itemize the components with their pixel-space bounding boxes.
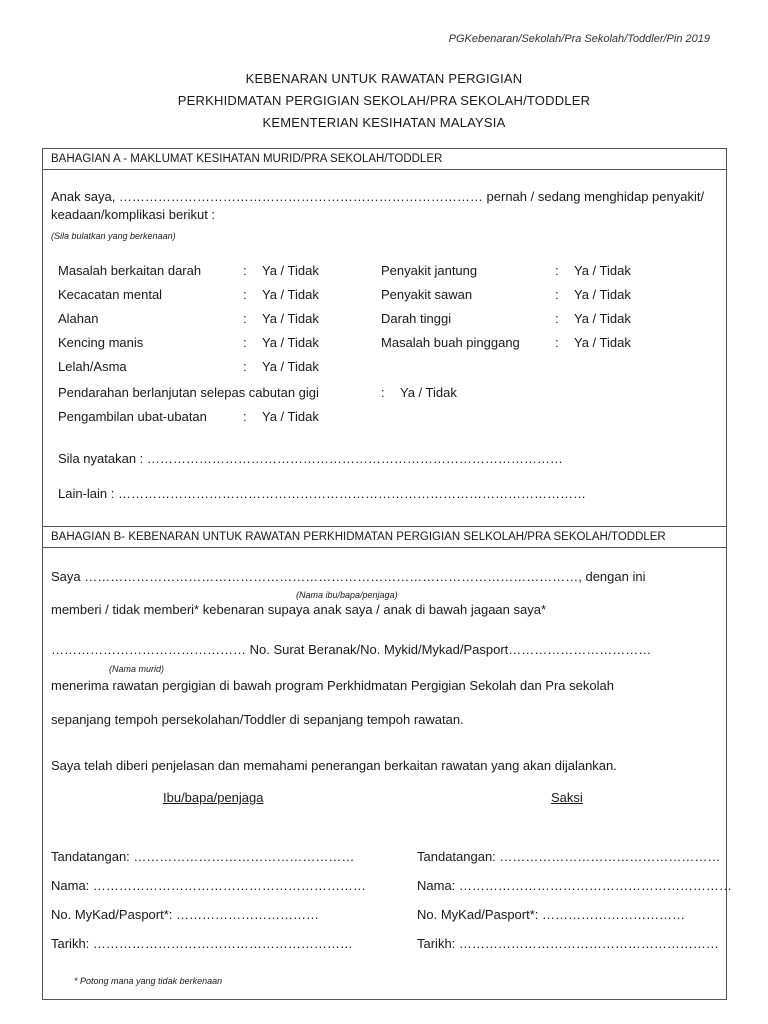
student-line[interactable]: ……………………………………… No. Surat Beranak/No. Mykid/Mykad/Pasport…………………………… xyxy=(51,642,652,657)
receive-line: menerima rawatan pergigian di bawah program Perkhidmatan Pergigian Sekolah dan Pra sekolah xyxy=(51,678,614,693)
form-frame xyxy=(42,148,732,1000)
section-a-instruction: (Sila bulatkan yang berkenaan) xyxy=(51,231,176,241)
condition-colon: : xyxy=(555,263,559,278)
heading-line-3: KEMENTERIAN KESIHATAN MALAYSIA xyxy=(262,115,506,130)
condition-option[interactable]: Ya / Tidak xyxy=(574,263,631,278)
explained-line: Saya telah diberi penjelasan dan memahami penerangan berkaitan rawatan yang akan dijalankan. xyxy=(51,758,617,773)
condition-left: Kecacatan mental xyxy=(58,287,163,302)
condition-colon: : xyxy=(243,311,247,326)
witness-id-field[interactable]: No. MyKad/Pasport*: …………………………… xyxy=(417,907,685,922)
witness-heading: Saksi xyxy=(551,790,583,805)
condition-option[interactable]: Ya / Tidak xyxy=(400,385,457,400)
condition-right: Darah tinggi xyxy=(381,311,452,326)
condition-right: Masalah buah pinggang xyxy=(381,335,520,350)
condition-option[interactable]: Ya / Tidak xyxy=(262,287,319,302)
witness-date-field[interactable]: Tarikh: …………………………………………………… xyxy=(417,936,719,951)
condition-colon: : xyxy=(555,287,559,302)
student-name-note: (Nama murid) xyxy=(109,664,165,674)
parent-id-field[interactable]: No. MyKad/Pasport*: …………………………… xyxy=(51,907,319,922)
parent-date-field[interactable]: Tarikh: …………………………………………………… xyxy=(51,936,353,951)
condition-option[interactable]: Ya / Tidak xyxy=(262,409,319,424)
condition-colon: : xyxy=(243,359,247,374)
section-a-title: BAHAGIAN A - MAKLUMAT KESIHATAN MURID/PRA SEKOLAH/TODDLER xyxy=(43,149,726,170)
specify-field[interactable]: Sila nyatakan : …………………………………………………………………………………… xyxy=(58,451,563,466)
section-b-title: BAHAGIAN B- KEBENARAN UNTUK RAWATAN PERKHIDMATAN PERGIGIAN SELKOLAH/PRA SEKOLAH/TODDLER xyxy=(43,526,726,548)
section-a-intro-line-2: keadaan/komplikasi berikut : xyxy=(51,207,216,222)
condition-option[interactable]: Ya / Tidak xyxy=(574,311,631,326)
parent-name-field[interactable]: Nama: ……………………………………………………… xyxy=(51,878,366,893)
condition-bleeding: Pendarahan berlanjutan selepas cabutan gigi xyxy=(58,385,319,400)
condition-left: Lelah/Asma xyxy=(58,359,127,374)
parent-signature-field[interactable]: Tandatangan: …………………………………………… xyxy=(51,849,355,864)
consent-line: memberi / tidak memberi* kebenaran supaya anak saya / anak di bawah jagaan saya* xyxy=(51,602,547,617)
condition-colon: : xyxy=(243,409,247,424)
condition-colon: : xyxy=(243,335,247,350)
parent-heading: Ibu/bapa/penjaga xyxy=(163,790,264,805)
condition-option[interactable]: Ya / Tidak xyxy=(574,287,631,302)
footnote: * Potong mana yang tidak berkenaan xyxy=(74,976,223,986)
document-reference: PGKebenaran/Sekolah/Pra Sekolah/Toddler/Pin 2019 xyxy=(448,33,710,45)
condition-colon: : xyxy=(243,287,247,302)
condition-left: Alahan xyxy=(58,311,99,326)
section-a-intro-line-1: Anak saya, ………………………………………………………………………… pernah / sedang menghidap penyakit/ xyxy=(51,189,705,204)
condition-option[interactable]: Ya / Tidak xyxy=(262,335,319,350)
condition-option[interactable]: Ya / Tidak xyxy=(574,335,631,350)
parent-name-line[interactable]: Saya ……………………………………………………………………………………………………, dengan ini xyxy=(51,569,646,584)
condition-right: Penyakit jantung xyxy=(381,263,478,278)
condition-medication: Pengambilan ubat-ubatan xyxy=(58,409,207,424)
parent-name-note: (Nama ibu/bapa/penjaga) xyxy=(296,590,398,600)
others-field[interactable]: Lain-lain : ……………………………………………………………………………………………… xyxy=(58,486,586,501)
condition-left: Kencing manis xyxy=(58,335,144,350)
condition-right: Penyakit sawan xyxy=(381,287,473,302)
witness-signature-field[interactable]: Tandatangan: …………………………………………… xyxy=(417,849,721,864)
document-heading xyxy=(0,68,768,134)
condition-colon: : xyxy=(243,263,247,278)
condition-option[interactable]: Ya / Tidak xyxy=(262,311,319,326)
condition-colon: : xyxy=(555,311,559,326)
condition-colon: : xyxy=(381,385,385,400)
period-line: sepanjang tempoh persekolahan/Toddler di sepanjang tempoh rawatan. xyxy=(51,712,464,727)
condition-left: Masalah berkaitan darah xyxy=(58,263,202,278)
heading-line-1: KEBENARAN UNTUK RAWATAN PERGIGIAN xyxy=(245,71,523,86)
condition-option[interactable]: Ya / Tidak xyxy=(262,263,319,278)
condition-colon: : xyxy=(555,335,559,350)
heading-line-2: PERKHIDMATAN PERGIGIAN SEKOLAH/PRA SEKOLAH/TODDLER xyxy=(177,93,591,108)
witness-name-field[interactable]: Nama: ……………………………………………………… xyxy=(417,878,732,893)
condition-option[interactable]: Ya / Tidak xyxy=(262,359,319,374)
